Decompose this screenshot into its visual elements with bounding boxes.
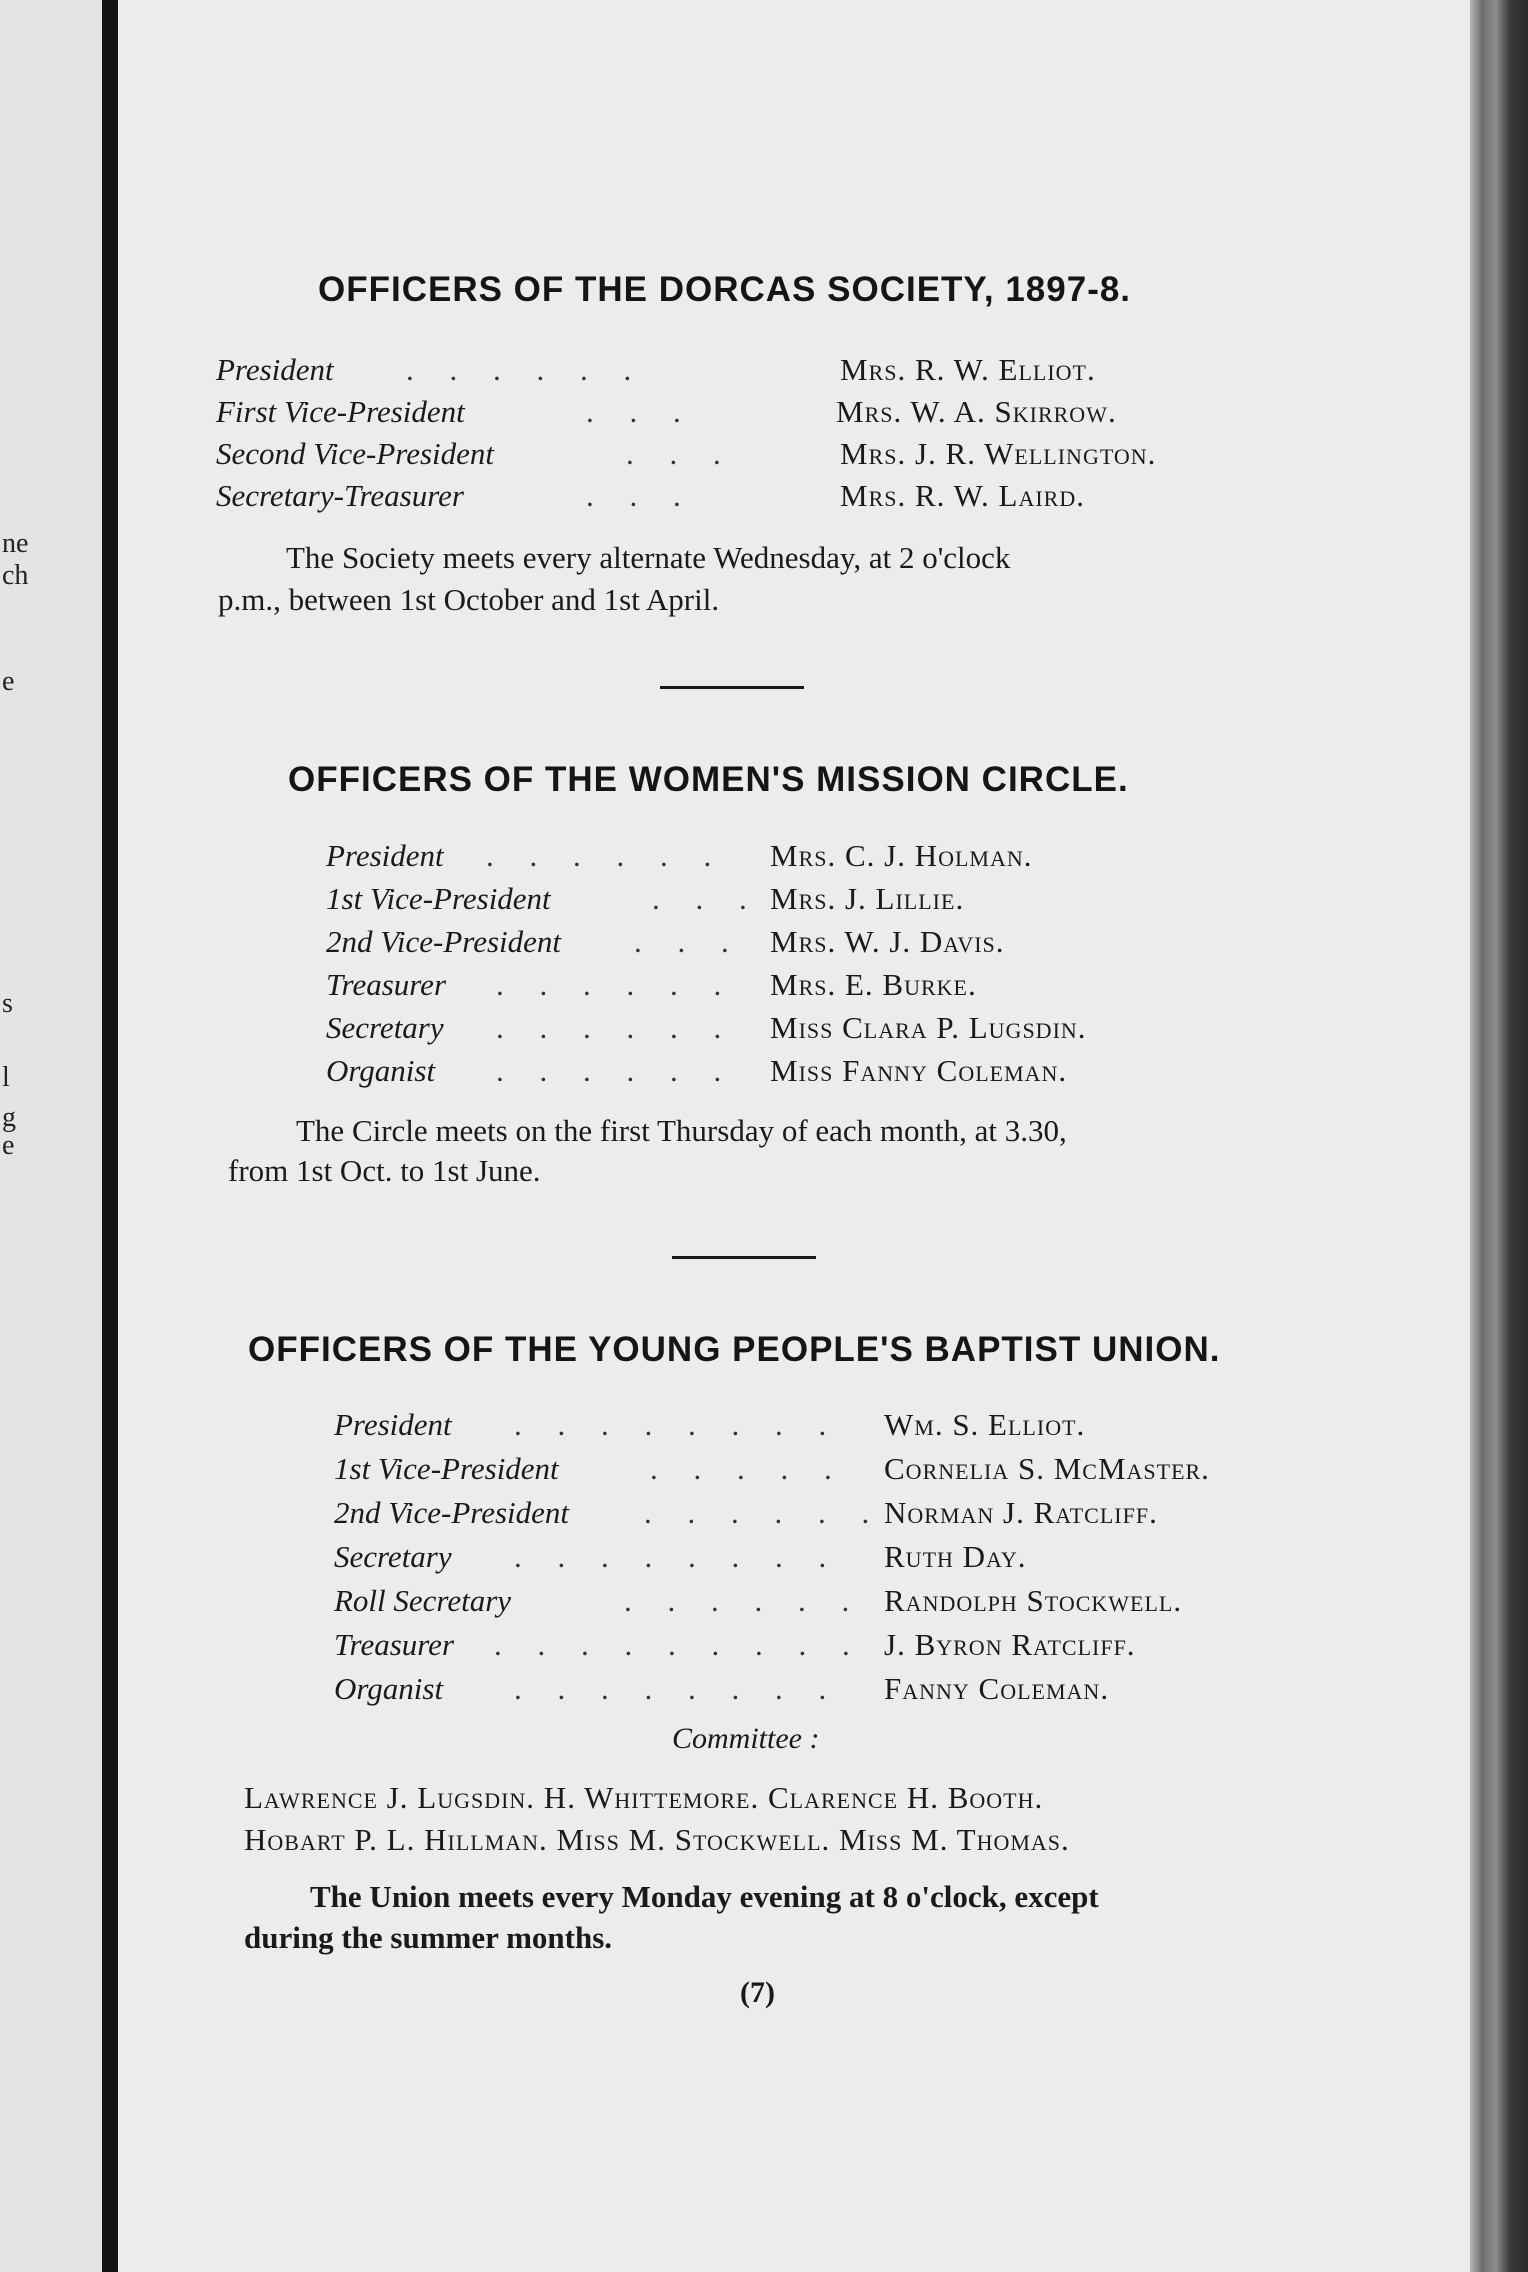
leader-dots: . . . . . . xyxy=(644,1495,884,1530)
mission-heading: OFFICERS OF THE WOMEN'S MISSION CIRCLE. xyxy=(288,760,1129,799)
officer-role: Treasurer xyxy=(326,967,447,1002)
officer-row xyxy=(216,350,1296,390)
officer-name: Mrs. R. W. Laird. xyxy=(840,478,1085,513)
officer-name: Miss Clara P. Lugsdin. xyxy=(770,1010,1087,1045)
officer-row xyxy=(334,1405,1294,1445)
book-page-edge xyxy=(1470,0,1528,2272)
officer-role: Organist xyxy=(334,1671,444,1706)
officer-role: Roll Secretary xyxy=(334,1583,512,1618)
adjacent-page xyxy=(0,0,102,2272)
officer-row xyxy=(334,1581,1294,1621)
officer-role: Treasurer xyxy=(334,1627,455,1662)
adjacent-page-fragment: ne xyxy=(2,528,29,559)
officer-role: Secretary xyxy=(334,1539,452,1574)
leader-dots: . . . . . . . . xyxy=(514,1539,841,1574)
leader-dots: . . . . . . xyxy=(496,1053,736,1088)
officer-name: Ruth Day. xyxy=(884,1539,1027,1574)
officer-row xyxy=(334,1493,1294,1533)
officer-name: J. Byron Ratcliff. xyxy=(884,1627,1136,1662)
officer-role: President xyxy=(334,1407,452,1442)
leader-dots: . . . . . . xyxy=(496,1010,736,1045)
officer-row xyxy=(326,836,1276,876)
committee-line-2: Hobart P. L. Hillman. Miss M. Stockwell. Miss M. Thomas. xyxy=(244,1822,1070,1857)
officer-name: Norman J. Ratcliff. xyxy=(884,1495,1158,1530)
officer-role: President xyxy=(216,352,334,387)
adjacent-page-fragment: e xyxy=(2,666,15,697)
page-number: (7) xyxy=(740,1976,775,2009)
book-gutter xyxy=(102,0,118,2272)
adjacent-page-fragment: ch xyxy=(2,560,29,591)
committee-label: Committee : xyxy=(672,1722,820,1755)
officer-row xyxy=(334,1537,1294,1577)
leader-dots: . . . xyxy=(652,881,761,916)
adjacent-page-fragment: g xyxy=(2,1102,16,1133)
officer-role: Organist xyxy=(326,1053,436,1088)
officer-row xyxy=(326,1008,1276,1048)
officer-name: Miss Fanny Coleman. xyxy=(770,1053,1068,1088)
dorcas-note-line-1: The Society meets every alternate Wednesday, at 2 o'clock xyxy=(286,540,1011,575)
leader-dots: . . . . . . . . xyxy=(514,1671,841,1706)
officer-role: President xyxy=(326,838,444,873)
officer-role: 2nd Vice-President xyxy=(334,1495,569,1530)
mission-note-line-2: from 1st Oct. to 1st June. xyxy=(228,1153,541,1188)
officer-name: Mrs. C. J. Holman. xyxy=(770,838,1033,873)
leader-dots: . . . . . . xyxy=(496,967,736,1002)
officer-row xyxy=(326,879,1276,919)
officer-row xyxy=(334,1449,1294,1489)
officer-name: Mrs. J. R. Wellington. xyxy=(840,436,1157,471)
leader-dots: . . . . . . xyxy=(624,1583,864,1618)
leader-dots: . . . . . xyxy=(650,1451,846,1486)
committee-line-1: Lawrence J. Lugsdin. H. Whittemore. Clarence H. Booth. xyxy=(244,1780,1044,1815)
union-heading: OFFICERS OF THE YOUNG PEOPLE'S BAPTIST UNION. xyxy=(248,1330,1221,1369)
officer-name: Randolph Stockwell. xyxy=(884,1583,1183,1618)
officer-row xyxy=(334,1669,1294,1709)
officer-role: Secretary-Treasurer xyxy=(216,478,464,513)
section-divider xyxy=(660,686,804,689)
leader-dots: . . . . . . . . . xyxy=(494,1627,864,1662)
officer-role: First Vice-President xyxy=(216,394,465,429)
officer-role: Secretary xyxy=(326,1010,444,1045)
union-note-line-2: during the summer months. xyxy=(244,1920,613,1955)
leader-dots: . . . xyxy=(626,436,735,471)
mission-note-line-1: The Circle meets on the first Thursday of each month, at 3.30, xyxy=(296,1113,1067,1148)
dorcas-note-line-2: p.m., between 1st October and 1st April. xyxy=(218,582,720,617)
officer-role: 1st Vice-President xyxy=(334,1451,559,1486)
leader-dots: . . . . . . xyxy=(486,838,726,873)
adjacent-page-fragment: s xyxy=(2,988,13,1019)
officer-row xyxy=(216,392,1296,432)
leader-dots: . . . xyxy=(634,924,743,959)
adjacent-page-fragment: e xyxy=(2,1130,15,1161)
officer-row xyxy=(334,1625,1294,1665)
officer-row xyxy=(216,476,1296,516)
officer-role: 2nd Vice-President xyxy=(326,924,561,959)
officer-name: Mrs. W. J. Davis. xyxy=(770,924,1005,959)
officer-name: Mrs. E. Burke. xyxy=(770,967,977,1002)
officer-name: Mrs. W. A. Skirrow. xyxy=(836,394,1117,429)
officer-role: 1st Vice-President xyxy=(326,881,551,916)
union-note-line-1: The Union meets every Monday evening at 8 o'clock, except xyxy=(310,1879,1099,1914)
officer-row xyxy=(326,1051,1276,1091)
officer-role: Second Vice-President xyxy=(216,436,495,471)
section-divider xyxy=(672,1256,816,1259)
officer-name: Wm. S. Elliot. xyxy=(884,1407,1086,1442)
officer-name: Mrs. R. W. Elliot. xyxy=(840,352,1096,387)
adjacent-page-fragment: l xyxy=(2,1062,10,1093)
officer-name: Fanny Coleman. xyxy=(884,1671,1110,1706)
leader-dots: . . . . . . xyxy=(406,352,646,387)
leader-dots: . . . . . . . . xyxy=(514,1407,841,1442)
officer-name: Cornelia S. McMaster. xyxy=(884,1451,1210,1486)
officer-row xyxy=(326,922,1276,962)
officer-row xyxy=(216,434,1296,474)
officer-row xyxy=(326,965,1276,1005)
leader-dots: . . . xyxy=(586,478,695,513)
officer-name: Mrs. J. Lillie. xyxy=(770,881,965,916)
dorcas-heading: OFFICERS OF THE DORCAS SOCIETY, 1897-8. xyxy=(318,270,1132,309)
leader-dots: . . . xyxy=(586,394,695,429)
